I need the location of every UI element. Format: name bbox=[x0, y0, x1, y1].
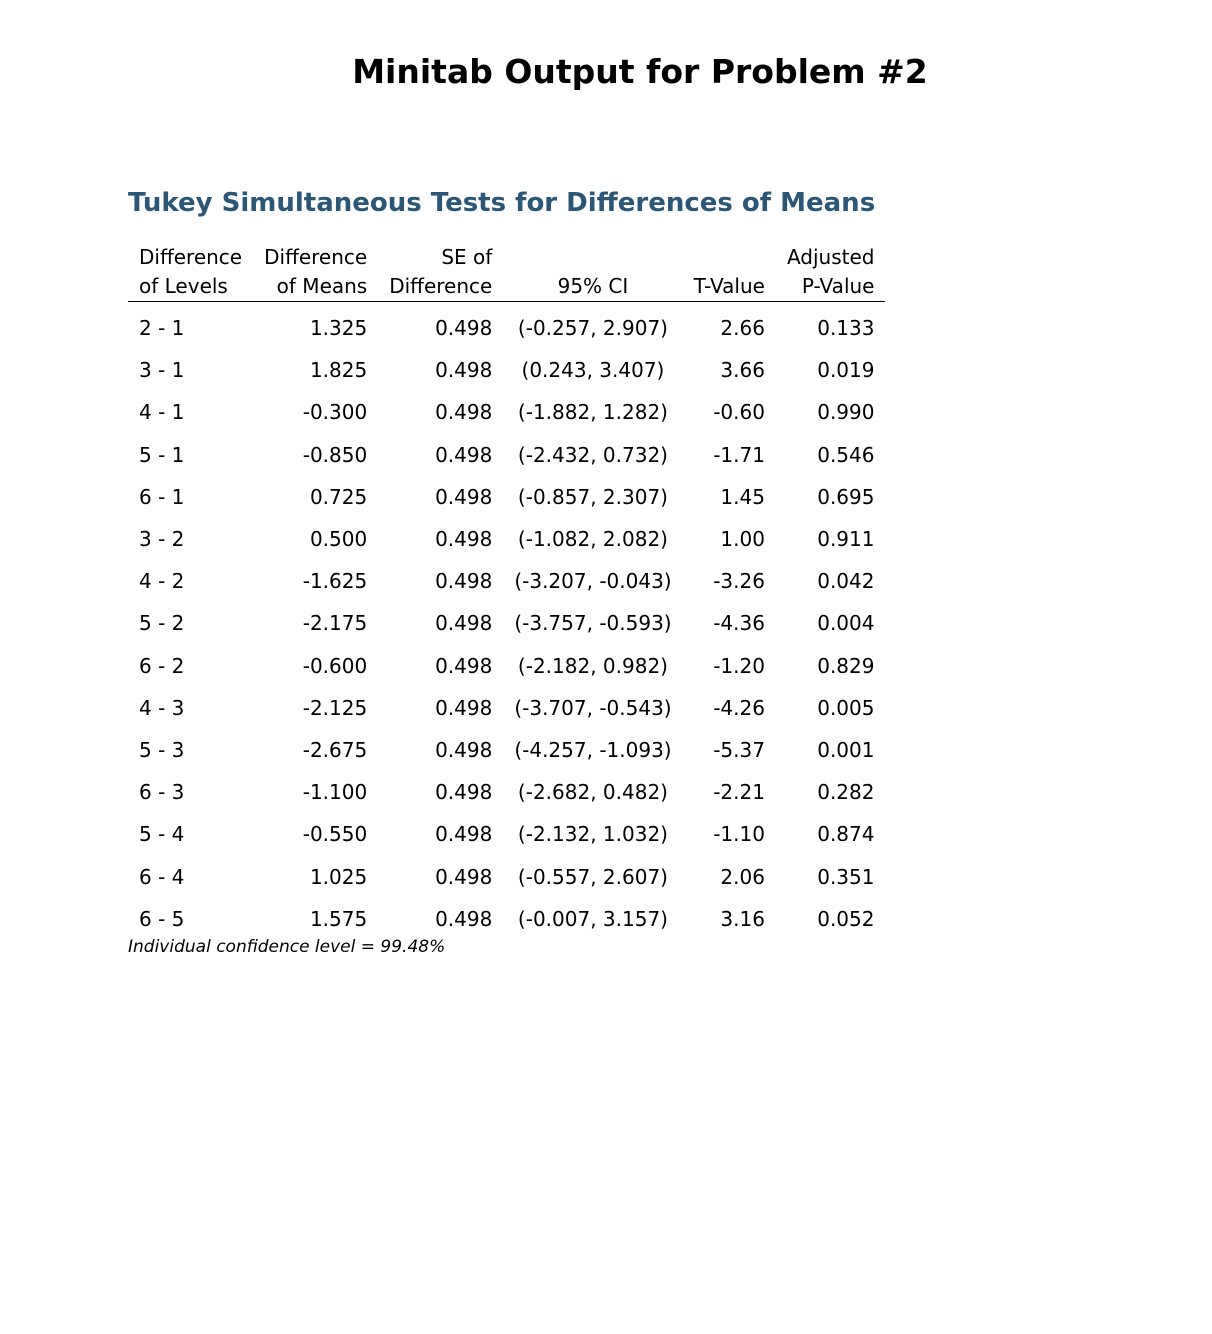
cell-difference-of-means: -2.125 bbox=[302, 695, 368, 720]
cell-difference-of-levels: 6 - 4 bbox=[139, 864, 185, 889]
header-line: SE of bbox=[441, 245, 493, 269]
cell-difference-of-means: 1.025 bbox=[309, 864, 368, 889]
header-line bbox=[514, 243, 671, 272]
cell-adjusted-p-value: 0.019 bbox=[817, 358, 875, 383]
cell-difference-of-means: -0.600 bbox=[302, 653, 368, 678]
cell-se-of-difference: 0.498 bbox=[435, 737, 493, 762]
cell-t-value: 2.06 bbox=[720, 864, 765, 889]
cell-adjusted-p-value: 0.282 bbox=[817, 780, 875, 805]
cell-adjusted-p-value: 0.042 bbox=[817, 569, 875, 594]
cell-adjusted-p-value: 0.052 bbox=[817, 906, 875, 931]
header-row bbox=[128, 243, 885, 302]
table-row bbox=[128, 645, 885, 687]
table-row bbox=[128, 560, 885, 602]
cell-difference-of-levels: 2 - 1 bbox=[139, 316, 185, 341]
cell-t-value: -2.21 bbox=[713, 780, 765, 805]
table-row bbox=[128, 687, 885, 729]
cell-95-ci: (-2.432, 0.732) bbox=[517, 442, 668, 467]
header-difference-of-means bbox=[253, 243, 378, 302]
cell-adjusted-p-value: 0.001 bbox=[817, 737, 875, 762]
table-row bbox=[128, 898, 885, 940]
cell-adjusted-p-value: 0.874 bbox=[817, 822, 875, 847]
header-t-value bbox=[683, 243, 776, 302]
cell-t-value: -5.37 bbox=[713, 737, 765, 762]
cell-95-ci: (-1.082, 2.082) bbox=[517, 527, 668, 552]
cell-adjusted-p-value: 0.351 bbox=[817, 864, 875, 889]
cell-difference-of-means: 0.500 bbox=[309, 527, 368, 552]
cell-t-value: 1.45 bbox=[720, 484, 765, 509]
cell-t-value: -3.26 bbox=[713, 569, 765, 594]
cell-95-ci: (-0.007, 3.157) bbox=[517, 906, 668, 931]
cell-difference-of-levels: 6 - 5 bbox=[139, 906, 185, 931]
table-header bbox=[128, 243, 885, 302]
cell-difference-of-means: 1.325 bbox=[309, 316, 368, 341]
tukey-results-table bbox=[128, 243, 885, 940]
table-row bbox=[128, 434, 885, 476]
table-row bbox=[128, 302, 885, 350]
cell-se-of-difference: 0.498 bbox=[435, 864, 493, 889]
cell-t-value: -1.10 bbox=[713, 822, 765, 847]
cell-adjusted-p-value: 0.695 bbox=[817, 484, 875, 509]
cell-difference-of-means: 1.575 bbox=[309, 906, 368, 931]
cell-se-of-difference: 0.498 bbox=[435, 527, 493, 552]
cell-difference-of-levels: 6 - 3 bbox=[139, 780, 185, 805]
cell-difference-of-levels: 6 - 1 bbox=[139, 484, 185, 509]
table-body bbox=[128, 302, 885, 940]
cell-difference-of-means: -0.300 bbox=[302, 400, 368, 425]
cell-95-ci: (0.243, 3.407) bbox=[521, 358, 665, 383]
cell-t-value: -1.71 bbox=[713, 442, 765, 467]
cell-se-of-difference: 0.498 bbox=[435, 442, 493, 467]
section-title: Tukey Simultaneous Tests for Differences of Means bbox=[128, 188, 876, 218]
table-row bbox=[128, 391, 885, 433]
cell-se-of-difference: 0.498 bbox=[435, 695, 493, 720]
cell-t-value: -4.26 bbox=[713, 695, 765, 720]
header-line: P-Value bbox=[801, 274, 875, 298]
cell-difference-of-means: -2.675 bbox=[302, 737, 368, 762]
header-line: 95% CI bbox=[557, 274, 629, 298]
header-line: Difference bbox=[139, 245, 243, 269]
table-row bbox=[128, 813, 885, 855]
cell-adjusted-p-value: 0.546 bbox=[817, 442, 875, 467]
cell-difference-of-means: -2.175 bbox=[302, 611, 368, 636]
header-line: of Means bbox=[276, 274, 368, 298]
cell-se-of-difference: 0.498 bbox=[435, 400, 493, 425]
table-row bbox=[128, 518, 885, 560]
cell-se-of-difference: 0.498 bbox=[435, 484, 493, 509]
header-line: Adjusted bbox=[786, 245, 875, 269]
cell-95-ci: (-3.207, -0.043) bbox=[514, 569, 672, 594]
table-row bbox=[128, 729, 885, 771]
cell-95-ci: (-2.182, 0.982) bbox=[517, 653, 668, 678]
cell-t-value: 3.16 bbox=[720, 906, 765, 931]
cell-95-ci: (-0.257, 2.907) bbox=[517, 316, 668, 341]
page-title: Minitab Output for Problem #2 bbox=[352, 52, 928, 91]
table-row bbox=[128, 602, 885, 644]
cell-difference-of-means: -1.100 bbox=[302, 780, 368, 805]
cell-difference-of-levels: 4 - 2 bbox=[139, 569, 185, 594]
confidence-level-footnote: Individual confidence level = 99.48% bbox=[128, 937, 446, 957]
cell-t-value: 2.66 bbox=[720, 316, 765, 341]
cell-difference-of-means: 1.825 bbox=[309, 358, 368, 383]
cell-difference-of-levels: 3 - 1 bbox=[139, 358, 185, 383]
cell-adjusted-p-value: 0.005 bbox=[817, 695, 875, 720]
cell-difference-of-levels: 6 - 2 bbox=[139, 653, 185, 678]
cell-difference-of-levels: 3 - 2 bbox=[139, 527, 185, 552]
cell-difference-of-means: -0.550 bbox=[302, 822, 368, 847]
cell-95-ci: (-0.557, 2.607) bbox=[517, 864, 668, 889]
cell-difference-of-levels: 5 - 1 bbox=[139, 442, 185, 467]
header-adjusted-p-value bbox=[776, 243, 886, 302]
cell-se-of-difference: 0.498 bbox=[435, 780, 493, 805]
cell-95-ci: (-4.257, -1.093) bbox=[514, 737, 672, 762]
cell-se-of-difference: 0.498 bbox=[435, 611, 493, 636]
cell-95-ci: (-3.757, -0.593) bbox=[514, 611, 672, 636]
cell-se-of-difference: 0.498 bbox=[435, 822, 493, 847]
cell-difference-of-means: -0.850 bbox=[302, 442, 368, 467]
cell-adjusted-p-value: 0.990 bbox=[817, 400, 875, 425]
cell-difference-of-levels: 5 - 2 bbox=[139, 611, 185, 636]
table-row bbox=[128, 349, 885, 391]
cell-t-value: -1.20 bbox=[713, 653, 765, 678]
header-difference-of-levels bbox=[128, 243, 253, 302]
cell-se-of-difference: 0.498 bbox=[435, 906, 493, 931]
cell-t-value: -0.60 bbox=[713, 400, 765, 425]
cell-difference-of-levels: 4 - 1 bbox=[139, 400, 185, 425]
cell-adjusted-p-value: 0.829 bbox=[817, 653, 875, 678]
cell-t-value: 1.00 bbox=[720, 527, 765, 552]
cell-difference-of-levels: 5 - 3 bbox=[139, 737, 185, 762]
cell-se-of-difference: 0.498 bbox=[435, 358, 493, 383]
cell-95-ci: (-2.682, 0.482) bbox=[517, 780, 668, 805]
header-line: Difference bbox=[389, 274, 493, 298]
cell-difference-of-means: -1.625 bbox=[302, 569, 368, 594]
table-row bbox=[128, 771, 885, 813]
cell-adjusted-p-value: 0.133 bbox=[817, 316, 875, 341]
header-line bbox=[694, 243, 765, 272]
header-se-of-difference bbox=[378, 243, 503, 302]
cell-se-of-difference: 0.498 bbox=[435, 653, 493, 678]
table-row bbox=[128, 855, 885, 897]
cell-adjusted-p-value: 0.911 bbox=[817, 527, 875, 552]
cell-adjusted-p-value: 0.004 bbox=[817, 611, 875, 636]
cell-se-of-difference: 0.498 bbox=[435, 569, 493, 594]
cell-difference-of-levels: 5 - 4 bbox=[139, 822, 185, 847]
cell-95-ci: (-1.882, 1.282) bbox=[517, 400, 668, 425]
cell-t-value: 3.66 bbox=[720, 358, 765, 383]
header-line: Difference bbox=[264, 245, 368, 269]
cell-difference-of-levels: 4 - 3 bbox=[139, 695, 185, 720]
header-line: T-Value bbox=[693, 274, 765, 298]
cell-95-ci: (-3.707, -0.543) bbox=[514, 695, 672, 720]
cell-se-of-difference: 0.498 bbox=[435, 316, 493, 341]
cell-t-value: -4.36 bbox=[713, 611, 765, 636]
cell-difference-of-means: 0.725 bbox=[309, 484, 368, 509]
header-line: of Levels bbox=[139, 274, 228, 298]
header-95-ci bbox=[503, 243, 682, 302]
cell-95-ci: (-2.132, 1.032) bbox=[517, 822, 668, 847]
cell-95-ci: (-0.857, 2.307) bbox=[517, 484, 668, 509]
table-row bbox=[128, 476, 885, 518]
